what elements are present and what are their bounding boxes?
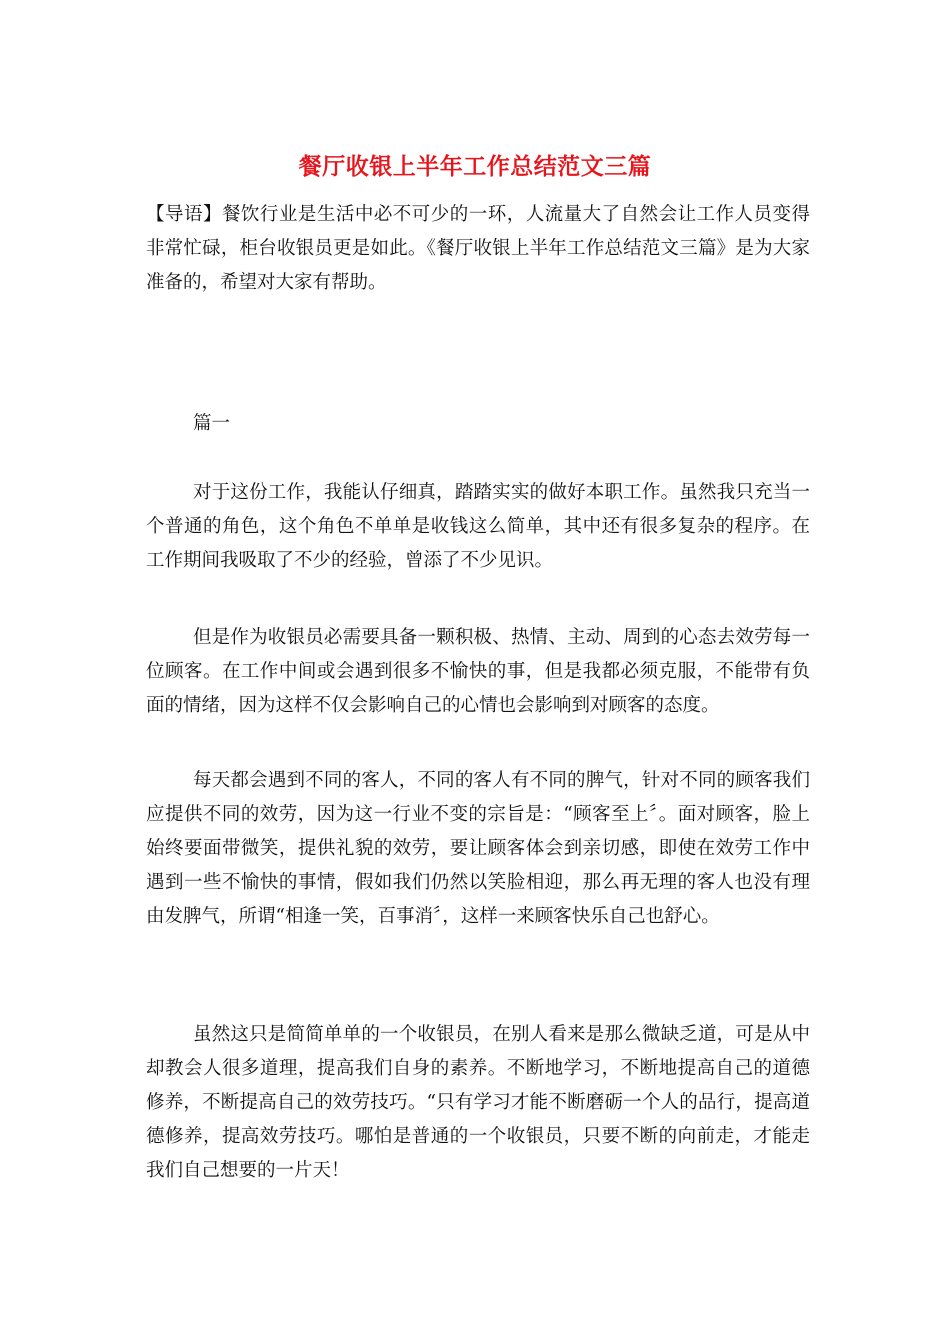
body-paragraph-4: 虽然这只是简简单单的一个收银员，在别人看来是那么微缺乏道，可是从中却教会人很多道理，提高我们自身的素养。不断地学习，不断地提高自己的道德修养，不断提高自己的效劳技巧。“只有学习才能不断磨砺一个人的品行，提高道德修养，提高效劳技巧。哪怕是普通的一个收银员，只要不断的向前走，才能走我们自己想要的一片天！ bbox=[146, 1024, 810, 1181]
document-title: 餐厅收银上半年工作总结范文三篇 bbox=[298, 153, 652, 180]
section-heading: 篇一 bbox=[193, 413, 231, 434]
intro-paragraph: 【导语】餐饮行业是生活中必不可少的一环，人流量大了自然会让工作人员变得非常忙碌，柜台收银员更是如此。《餐厅收银上半年工作总结范文三篇》是为大家准备的，希望对大家有帮助。 bbox=[146, 204, 810, 293]
body-paragraph-1: 对于这份工作，我能认仔细真，踏踏实实的做好本职工作。虽然我只充当一个普通的角色，这个角色不单单是收钱这么简单，其中还有很多复杂的程序。在工作期间我吸取了不少的经验，曾添了不少见识。 bbox=[146, 482, 810, 571]
body-paragraph-2: 但是作为收银员必需要具备一颗积极、热情、主动、周到的心态去效劳每一位顾客。在工作中间或会遇到很多不愉快的事，但是我都必须克服，不能带有负面的情绪，因为这样不仅会影响自己的心情也会影响到对顾客的态度。 bbox=[146, 627, 810, 716]
body-paragraph-3: 每天都会遇到不同的客人，不同的客人有不同的脾气，针对不同的顾客我们应提供不同的效劳，因为这一行业不变的宗旨是：“顾客至上〞。面对顾客，脸上始终要面带微笑，提供礼貌的效劳，要让顾客体会到亲切感，即使在效劳工作中遇到一些不愉快的事情，假如我们仍然以笑脸相迎，那么再无理的客人也没有理由发脾气，所谓“相逢一笑，百事消〞，这样一来顾客快乐自己也舒心。 bbox=[146, 770, 810, 927]
